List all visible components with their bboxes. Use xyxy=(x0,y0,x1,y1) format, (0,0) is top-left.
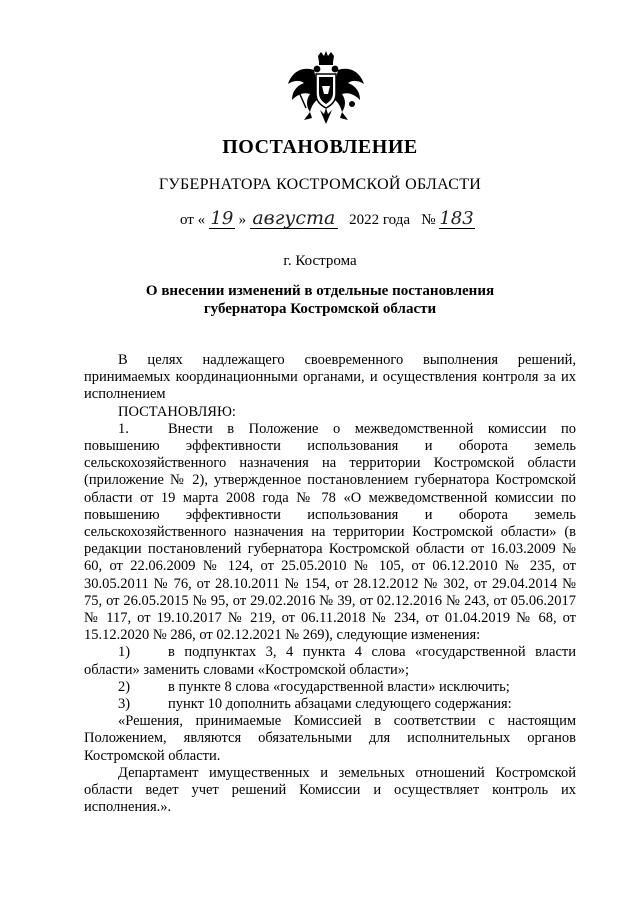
subitem-2-text: в пункте 8 слова «государственной власти» исключить; xyxy=(168,678,510,695)
document-heading xyxy=(0,282,640,318)
subitem-2-number: 2) xyxy=(118,678,131,695)
item-1-number: 1. xyxy=(118,420,129,437)
subitem-3-text: пункт 10 дополнить абзацами следующего содержания: xyxy=(168,696,512,713)
document-number-handwritten: 183 xyxy=(439,208,474,229)
date-mid: » xyxy=(238,212,247,228)
date-number-line xyxy=(180,207,475,229)
intro-paragraph: В целях надлежащего своевременного выполнения решений, принимаемых координационными органами, и осуществления контроля за их исполнением xyxy=(84,352,576,403)
subitem-3-paragraph xyxy=(84,696,576,713)
subitem-1-text: в подпунктах 3, 4 пункта 4 слова «государственной власти области» заменить словами «Костромской области»; xyxy=(84,644,576,678)
heading-line-1: О внесении изменений в отдельные постановления xyxy=(145,283,495,299)
issuer-subtitle: ГУБЕРНАТОРА КОСТРОМСКОЙ ОБЛАСТИ xyxy=(158,176,482,193)
document-body xyxy=(84,352,576,816)
quote-paragraph-1: «Решения, принимаемые Комиссией в соответствии с настоящим Положением, являются обязательными для исполнительных органов Костромской области. xyxy=(84,713,576,764)
document-title: ПОСТАНОВЛЕНИЕ xyxy=(222,136,418,158)
quote-paragraph-2: Департамент имущественных и земельных отношений Костромской области ведет учет решений Комиссии и осуществляет контроль их исполнения.». xyxy=(84,764,576,816)
item-1-text: Внести в Положение о межведомственной комиссии по повышению эффективности использования и оборота земель сельскохозяйственного назначения на территории Костромской области (приложение № 2), утвержденное постановлением губернатора Костромской области от 19 марта 2008 года № 78 «О межведомственной комиссии по повышению эффективности использования и оборота земель сельскохозяйственного назначения на территории Костромской области» (в редакции постановлений губернатора Костромской области от 16.03.2009 № 60, от 22.06.2009 № 124, от 25.05.2010 № 105, от 06.12.2010 № 235, от 30.05.2011 № 76, от 28.10.2011 № 154, от 28.12.2012 № 302, от 29.04.2014 № 75, от 26.05.2015 № 95, от 29.02.2016 № 39, от 02.12.2016 № 243, от 05.06.2017 № 117, от 19.10.2017 № 219, от 06.11.2018 № 234, от 01.04.2019 № 68, от 15.12.2020 № 286, от 02.12.2021 № 269), следующие изменения: xyxy=(84,420,576,644)
subitem-3-number: 3) xyxy=(118,696,131,713)
subitem-1-paragraph xyxy=(84,644,576,678)
subitem-2-paragraph xyxy=(84,679,576,696)
date-prefix: от « xyxy=(180,212,206,228)
date-month-handwritten: августа xyxy=(252,207,336,229)
number-sign: № xyxy=(421,212,436,228)
date-year: 2022 года xyxy=(349,212,410,228)
date-day-handwritten: 19 xyxy=(210,208,234,229)
resolve-paragraph: ПОСТАНОВЛЯЮ: xyxy=(118,403,236,420)
subitem-1-number: 1) xyxy=(118,644,131,661)
coat-of-arms-emblem xyxy=(284,50,368,132)
heading-line-2: губернатора Костромской области xyxy=(203,301,437,317)
city-name: г. Кострома xyxy=(283,253,357,269)
item-1-paragraph xyxy=(84,421,576,645)
